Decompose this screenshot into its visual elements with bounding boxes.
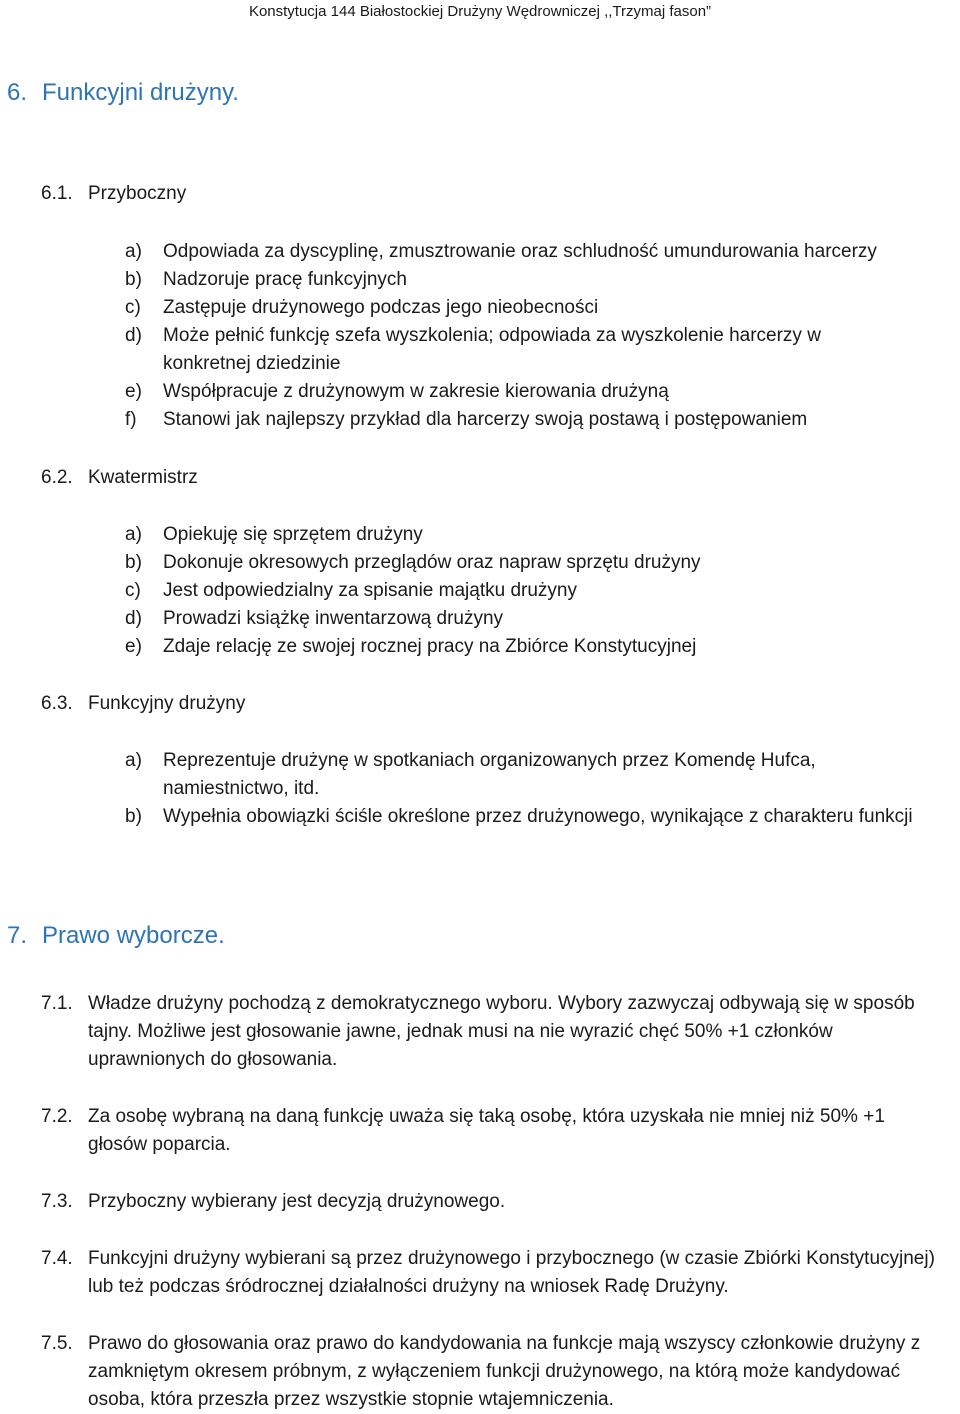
item-text: Prowadzi książkę inwentarzową drużyny xyxy=(163,608,504,629)
subsection-number: 6.3. xyxy=(41,693,73,714)
section-number: 7. xyxy=(7,922,28,949)
item-text: Nadzoruje pracę funkcyjnych xyxy=(163,269,407,290)
list-item xyxy=(125,605,955,633)
item-text: Stanowi jak najlepszy przykład dla harcerzy swoją postawą i postępowaniem xyxy=(163,409,808,430)
paragraph-7-5 xyxy=(41,1330,946,1414)
section-number: 6. xyxy=(7,79,28,106)
list-6-3 xyxy=(125,747,955,831)
paragraph-text: Władze drużyny pochodzą z demokratycznego wyboru. Wybory zazwyczaj odbywają się w sposób tajny. Możliwe jest głosowanie jawne, jednak musi na nie wyrazić chęć 50% +1 członków uprawnionych do głosowania. xyxy=(88,993,915,1070)
item-label: c) xyxy=(125,297,141,318)
subsection-heading-6-1 xyxy=(41,180,186,208)
subsection-title: Kwatermistrz xyxy=(88,467,198,488)
list-item xyxy=(125,322,903,378)
item-text: Dokonuje okresowych przeglądów oraz napraw sprzętu drużyny xyxy=(163,552,701,573)
page-header: Konstytucja 144 Białostockiej Drużyny Wędrowniczej ,,Trzymaj fason” xyxy=(248,3,712,20)
section-heading-7 xyxy=(7,921,225,951)
paragraph-7-1 xyxy=(41,990,946,1074)
section-title: Prawo wyborcze. xyxy=(42,922,225,949)
item-text: Odpowiada za dyscyplinę, zmusztrowanie oraz schludność umundurowania harcerzy xyxy=(163,241,877,262)
section-heading-6 xyxy=(7,78,239,108)
item-label: f) xyxy=(125,409,137,430)
paragraph-number: 7.4. xyxy=(41,1248,73,1269)
item-text: Reprezentuje drużynę w spotkaniach organizowanych przez Komendę Hufca, namiestnictwo, itd. xyxy=(163,750,816,799)
item-label: a) xyxy=(125,750,142,771)
list-item xyxy=(125,633,955,661)
item-label: b) xyxy=(125,269,142,290)
list-6-2 xyxy=(125,521,955,661)
subsection-title: Funkcyjny drużyny xyxy=(88,693,246,714)
subsection-heading-6-3 xyxy=(41,690,245,718)
item-label: d) xyxy=(125,608,142,629)
paragraph-number: 7.5. xyxy=(41,1333,73,1354)
subsection-title: Przyboczny xyxy=(88,183,187,204)
list-item xyxy=(125,238,955,266)
item-text: Zdaje relację ze swojej rocznej pracy na Zbiórce Konstytucyjnej xyxy=(163,636,697,657)
item-label: b) xyxy=(125,806,142,827)
section-title: Funkcyjni drużyny. xyxy=(42,79,239,106)
item-label: a) xyxy=(125,241,142,262)
item-text: Może pełnić funkcję szefa wyszkolenia; odpowiada za wyszkolenie harcerzy w konkretnej dziedzinie xyxy=(163,325,821,374)
paragraph-text: Funkcyjni drużyny wybierani są przez drużynowego i przybocznego (w czasie Zbiórki Konstytucyjnej) lub też podczas śródrocznej działalności drużyny na wniosek Radę Drużyny. xyxy=(88,1248,935,1297)
paragraph-7-3 xyxy=(41,1188,946,1216)
list-item xyxy=(125,521,955,549)
item-label: d) xyxy=(125,325,142,346)
item-text: Zastępuje drużynowego podczas jego nieobecności xyxy=(163,297,599,318)
list-item xyxy=(125,747,933,803)
paragraph-number: 7.3. xyxy=(41,1191,73,1212)
list-item xyxy=(125,294,955,322)
list-6-1 xyxy=(125,238,955,434)
item-label: e) xyxy=(125,636,142,657)
paragraph-number: 7.2. xyxy=(41,1106,73,1127)
item-label: c) xyxy=(125,580,141,601)
item-label: a) xyxy=(125,524,142,545)
subsection-number: 6.2. xyxy=(41,467,73,488)
item-text: Współpracuje z drużynowym w zakresie kierowania drużyną xyxy=(163,381,669,402)
paragraph-number: 7.1. xyxy=(41,993,73,1014)
list-item xyxy=(125,803,960,831)
paragraph-7-4 xyxy=(41,1245,946,1301)
item-text: Opiekuję się sprzętem drużyny xyxy=(163,524,423,545)
paragraph-7-2 xyxy=(41,1103,946,1159)
list-item xyxy=(125,266,955,294)
list-item xyxy=(125,406,955,434)
item-text: Wypełnia obowiązki ściśle określone przez drużynowego, wynikające z charakteru funkcji xyxy=(163,806,913,827)
subsection-heading-6-2 xyxy=(41,464,198,492)
paragraph-text: Za osobę wybraną na daną funkcję uważa się taką osobę, która uzyskała nie mniej niż 50% +1 głosów poparcia. xyxy=(88,1106,885,1155)
item-label: e) xyxy=(125,381,142,402)
paragraph-text: Przyboczny wybierany jest decyzją drużynowego. xyxy=(88,1191,506,1212)
subsection-number: 6.1. xyxy=(41,183,73,204)
item-label: b) xyxy=(125,552,142,573)
item-text: Jest odpowiedzialny za spisanie majątku drużyny xyxy=(163,580,577,601)
list-item xyxy=(125,549,955,577)
list-item xyxy=(125,577,955,605)
list-item xyxy=(125,378,955,406)
paragraph-text: Prawo do głosowania oraz prawo do kandydowania na funkcje mają wszyscy członkowie drużyny z zamkniętym okresem próbnym, z wyłączeniem funkcji drużynowego, na którą może kandydować osoba, która przeszła przez wszystkie stopnie wtajemniczenia. xyxy=(88,1333,921,1410)
